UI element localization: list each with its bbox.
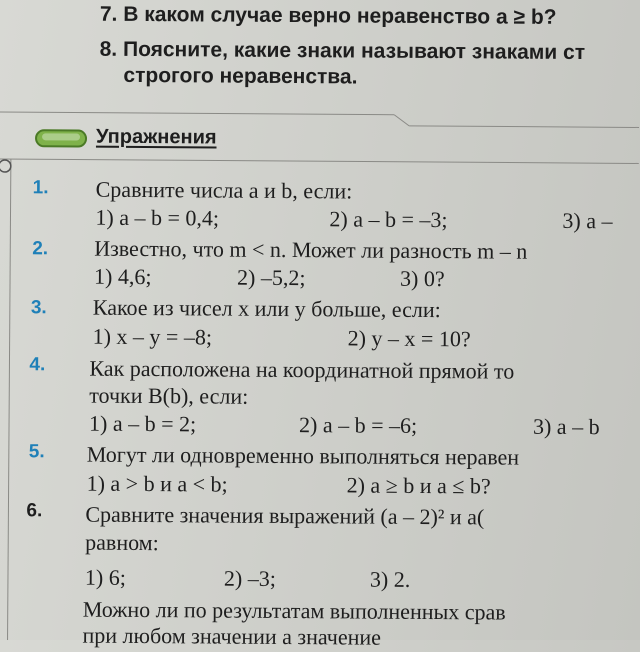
exercise-text: Сравните значения выражений (a – 2)² и a( bbox=[85, 501, 485, 530]
exercise-text: Как расположена на координатной прямой то bbox=[89, 355, 515, 384]
question-8-continued: строгого неравенства. bbox=[123, 63, 358, 89]
exercise-number: 2. bbox=[32, 238, 49, 260]
exercise-number: 4. bbox=[29, 354, 46, 376]
option: 1) 6; bbox=[84, 564, 127, 590]
question-8 bbox=[100, 38, 586, 65]
option: 2) a – b = –3; bbox=[329, 206, 448, 233]
question-text: Поясните, какие знаки называют знаками ст bbox=[122, 37, 586, 65]
section-title: Упражнения bbox=[95, 125, 217, 149]
footer-line: при любом значении a значение bbox=[82, 622, 382, 650]
top-divider-right bbox=[409, 126, 639, 128]
exercise-text-continued: равном: bbox=[85, 529, 159, 556]
option: 3) a – bbox=[562, 207, 613, 234]
option: 2) a ≥ b и a ≤ b? bbox=[346, 472, 491, 499]
option: 1) a – b = 2; bbox=[88, 410, 197, 437]
exercise-text-continued: точки B(b), если: bbox=[89, 382, 249, 409]
margin-circle-icon bbox=[0, 160, 11, 172]
option: 1) a > b и a < b; bbox=[86, 470, 228, 497]
option: 3) a – b bbox=[532, 413, 600, 440]
exercise-number: 3. bbox=[30, 297, 47, 319]
exercise-number: 5. bbox=[28, 441, 45, 463]
option: 1) a – b = 0,4; bbox=[95, 204, 220, 231]
option: 3) 2. bbox=[369, 566, 411, 592]
exercise-number: 1. bbox=[32, 177, 49, 199]
header-underline-rule bbox=[0, 159, 639, 163]
option: 2) a – b = –6; bbox=[298, 412, 418, 438]
question-number: 7. bbox=[99, 2, 118, 26]
exercise-text: Могут ли одновременно выполняться неравен bbox=[86, 441, 520, 470]
question-number: 8. bbox=[99, 37, 118, 61]
option: 1) 4,6; bbox=[93, 263, 152, 290]
option: 1) x – y = –8; bbox=[92, 323, 213, 350]
section-badge-icon bbox=[35, 129, 87, 147]
question-text: В каком случае верно неравенство a ≥ b? bbox=[123, 2, 557, 29]
footer-line: Можно ли по результатам выполненных срав bbox=[82, 596, 506, 625]
exercise-text: Какое из чисел x или y больше, если: bbox=[92, 294, 441, 323]
option: 3) 0? bbox=[399, 265, 445, 292]
exercise-text: Сравните числа a и b, если: bbox=[95, 176, 353, 204]
exercise-number: 6. bbox=[26, 500, 43, 522]
option: 2) –5,2; bbox=[236, 264, 306, 291]
top-divider-line bbox=[0, 112, 394, 115]
question-7 bbox=[100, 3, 557, 30]
exercise-text: Известно, что m < n. Может ли разность m – n bbox=[94, 235, 528, 264]
header-left-vertical bbox=[8, 159, 11, 640]
top-divider-slant bbox=[394, 115, 409, 126]
option: 2) y – x = 10? bbox=[347, 325, 471, 352]
option: 2) –3; bbox=[223, 565, 277, 591]
